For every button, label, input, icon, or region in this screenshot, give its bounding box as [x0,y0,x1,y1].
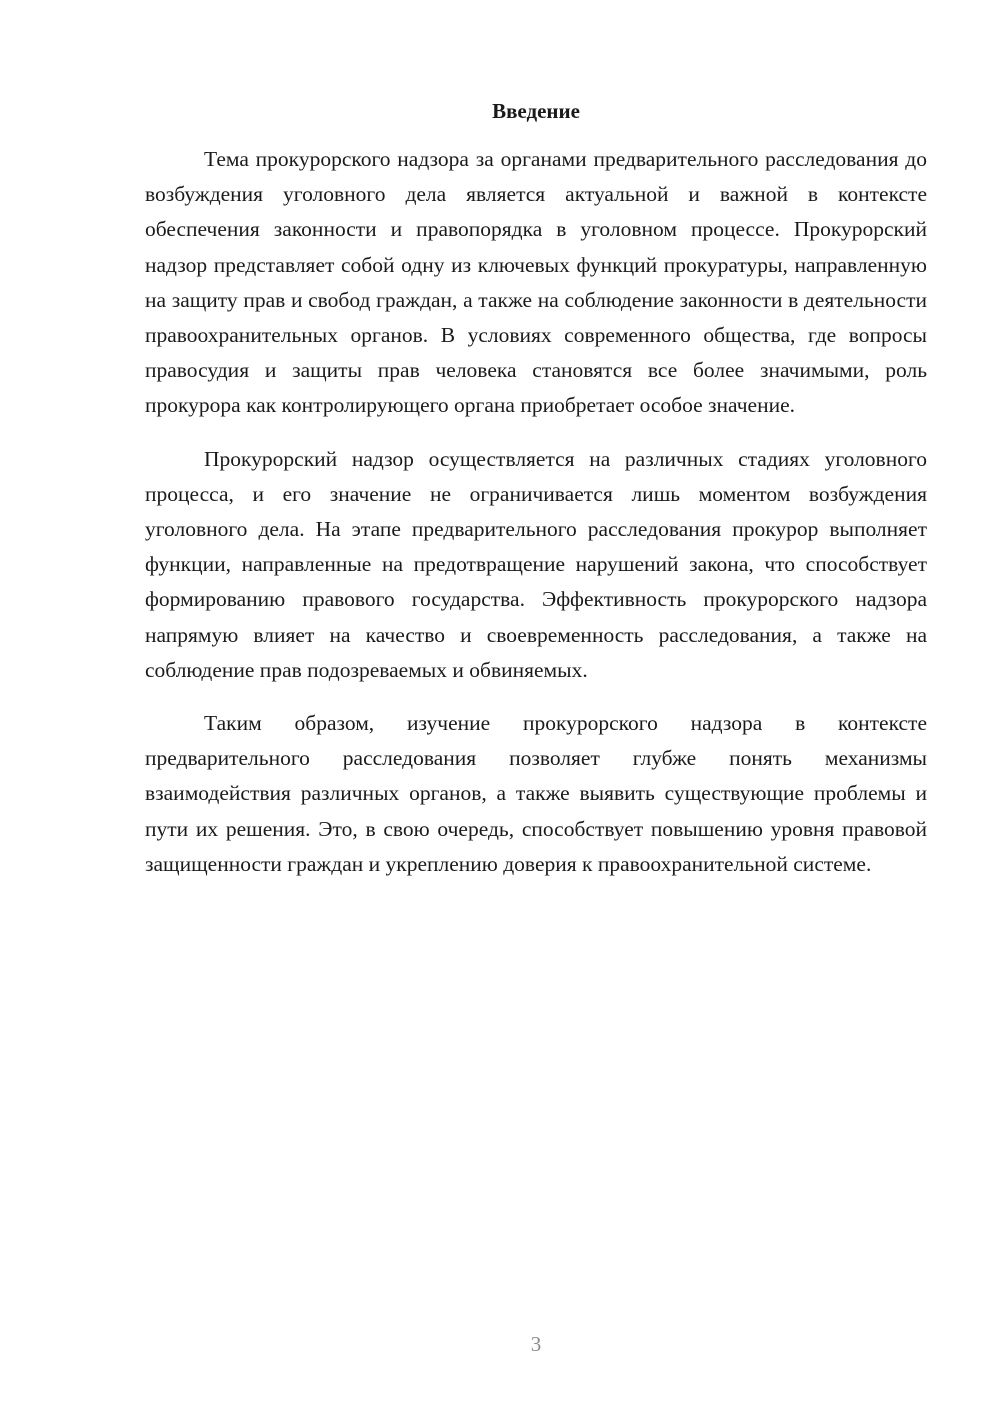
page-number: 3 [530,1332,542,1356]
paragraph-3: Таким образом, изучение прокурорского надзора в контексте предварительного расследования позволяет глубже понять механизмы взаимодействия различных органов, а также выявить существующие проблемы и пути их решения. Это, в свою очередь, способствует повышению уровня правовой защищенности граждан и укреплению доверия к правоохранительной системе. [145,711,927,876]
paragraph-1: Тема прокурорского надзора за органами предварительного расследования до возбуждения уголовного дела является актуальной и важной в контексте обеспечения законности и правопорядка в уголовном процессе. Прокурорский надзор представляет собой одну из ключевых функций прокуратуры, направленную на защиту прав и свобод граждан, а также на соблюдение законности в деятельности правоохранительных органов. В условиях современного общества, где вопросы правосудия и защиты прав человека становятся все более значимыми, роль прокурора как контролирующего органа приобретает особое значение. [145,147,927,418]
page-content [145,96,927,900]
paragraph-2: Прокурорский надзор осуществляется на различных стадиях уголовного процесса, и его значение не ограничивается лишь моментом возбуждения уголовного дела. На этапе предварительного расследования прокурор выполняет функции, направленные на предотвращение нарушений закона, что способствует формированию правового государства. Эффективность прокурорского надзора напрямую влияет на качество и своевременность расследования, а также на соблюдение прав подозреваемых и обвиняемых. [145,446,927,682]
section-title: Введение [492,99,580,123]
